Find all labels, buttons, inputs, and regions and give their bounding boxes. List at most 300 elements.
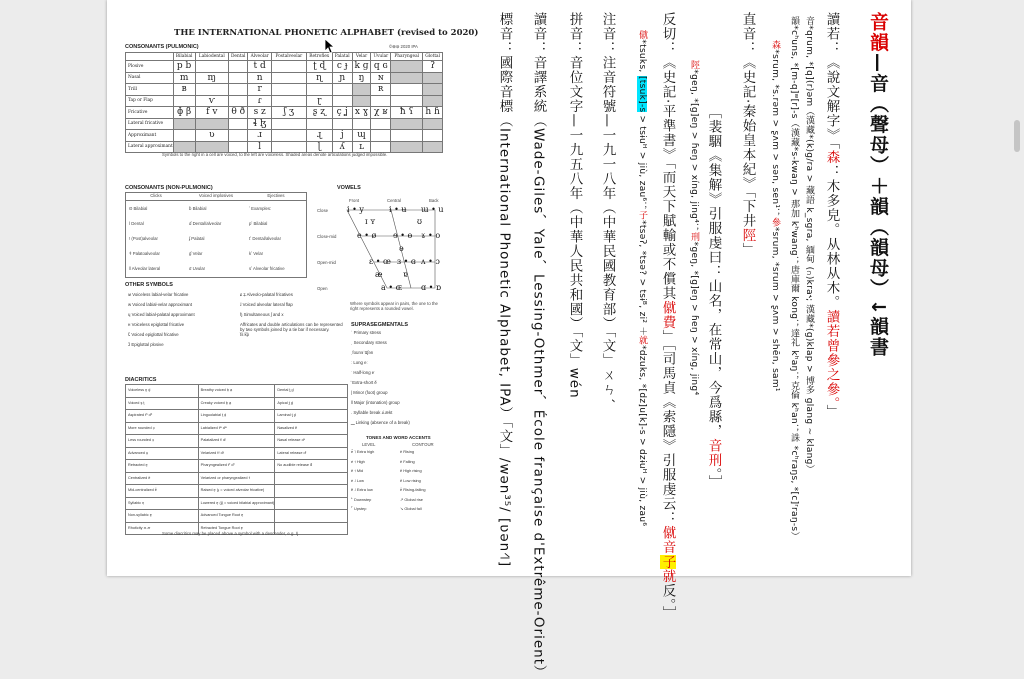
text-segment: 森	[770, 40, 780, 50]
diacritic-item: Breathy voiced b̤ a̤	[199, 385, 276, 398]
text-segment: 韻*cʰuns, *[m-q]ʷ[r]-s（漢藏*s-kwaŋ > 那加 kʰwang；唐庫爾 kong；達礼 kʰaŋ；克倫 kʰan；誅 *cʰraŋs, *[c]ʳraŋ-s）	[789, 16, 799, 541]
text-column	[740, 12, 754, 257]
other-symbol-item: ʍ Voiceless labial-velar fricative	[128, 292, 189, 297]
diacritic-item: Velarized tˠ dˠ	[199, 448, 276, 461]
text-segment: *srum, *srum > ʂʌm > shēn, sam¹	[770, 226, 780, 392]
consonant-cell: ɲ	[332, 72, 352, 84]
consonant-cell	[272, 118, 307, 130]
consonant-cell: ç ʝ	[332, 107, 352, 119]
non-pulmonic-row	[126, 246, 306, 261]
np-header: Ejectives	[246, 193, 306, 201]
text-segment: 反。］	[659, 583, 676, 621]
consonant-column-header: Alveolar	[248, 53, 272, 61]
vowel-symbol: ɯ • u	[421, 205, 444, 214]
consonant-cell: ɽ	[306, 95, 332, 107]
vowel-symbol: ʌ • ɔ	[421, 257, 440, 266]
diacritic-item: Creaky voiced b̰ a̰	[199, 398, 276, 411]
text-column	[789, 16, 798, 541]
consonant-cell: q ɢ	[371, 61, 391, 73]
diacritic-item: Voiced s̬ t̬	[126, 398, 199, 411]
diacritic-item: Retracted e̠	[126, 460, 199, 473]
consonant-column-header: Postalveolar	[272, 53, 307, 61]
consonant-cell	[391, 61, 423, 73]
diacritic-item: Voiceless n̥ d̥	[126, 385, 199, 398]
consonant-cell	[391, 141, 423, 153]
text-segment: *geŋ, *[g]eŋ > ɦeŋ > xíng, jing⁴	[689, 241, 699, 396]
diacritic-item: Lowered e̞ (β̞ = voiced bilabial approximant)	[199, 498, 276, 511]
vowel-back: Back	[429, 198, 439, 203]
text-segment: —音（聲母）＋韻（韻母）↓韻書	[867, 53, 889, 358]
consonant-cell	[229, 95, 248, 107]
text-segment: 子	[659, 554, 676, 570]
vowel-symbol: a • ɶ	[381, 283, 402, 292]
consonant-cell: ʙ	[173, 84, 195, 96]
text-segment: *dzuks, *[dz]u[k]-s > dzɨuᴴ > jiù, zau⁶	[637, 345, 647, 527]
consonant-cell	[272, 72, 307, 84]
text-segment: *tsuks,	[637, 39, 647, 76]
diacritic-item: Nasal release dⁿ	[275, 435, 348, 448]
text-segment: 森	[823, 150, 840, 165]
non-pulmonic-item: ʘ Bilabial	[129, 206, 148, 211]
consonant-cell: ʈ ɖ	[306, 61, 332, 73]
suprasegmental-item: ‿ Linking (absence of a break)	[351, 420, 410, 425]
consonant-cell: t d	[248, 61, 272, 73]
vowel-symbol: ɘ • ɵ	[393, 231, 413, 240]
text-segment: 讀若：《說文解字》「	[823, 12, 840, 151]
diacritics-heading: DIACRITICS	[125, 377, 157, 383]
vowels-heading: VOWELS	[337, 185, 361, 191]
consonant-column-header: Pharyngeal	[391, 53, 423, 61]
suprasegmentals-heading: SUPRASEGMENTALS	[351, 322, 409, 328]
tone-item: ȅ ˩ Extra low	[351, 487, 373, 492]
consonant-row	[126, 84, 443, 96]
consonant-cell: s z	[248, 107, 272, 119]
consonant-cell	[332, 118, 352, 130]
consonant-cell: c ɟ	[332, 61, 352, 73]
other-symbol-item: ʡ Epiglottal plosive	[128, 342, 164, 347]
consonant-cell: ŋ	[352, 72, 371, 84]
consonant-cell	[371, 118, 391, 130]
non-pulmonic-item: ǀ Dental	[129, 221, 144, 226]
other-symbol-item: ɺ Voiced alveolar lateral flap	[240, 302, 293, 307]
text-column	[706, 105, 720, 490]
text-segment: [tsuk]-s	[637, 75, 647, 113]
diacritic-item: Syllabic n̩	[126, 498, 199, 511]
consonant-cell: ʔ	[423, 61, 443, 73]
text-segment: 直音：《史記·秦始皇本紀》「下井	[739, 12, 756, 229]
consonant-column-header: Dental	[229, 53, 248, 61]
vowel-chart	[317, 192, 447, 297]
diacritic-item: Aspirated tʰ dʰ	[126, 410, 199, 423]
mouse-cursor-icon	[325, 39, 334, 53]
other-symbol-item: ʜ Voiceless epiglottal fricative	[128, 322, 185, 327]
consonant-cell	[391, 130, 423, 142]
vowel-note: Where symbols appear in pairs, the one to the right represents a rounded vowel.	[350, 301, 438, 311]
vowel-symbol: ə	[399, 244, 404, 253]
vowel-symbol: ɜ • ɞ	[397, 257, 416, 266]
vowel-symbol: e • ø	[357, 231, 377, 240]
consonant-cell: j	[332, 130, 352, 142]
tone-item: e᷅ Low rising	[400, 477, 421, 483]
consonant-cell	[391, 84, 423, 96]
diacritic-item: Dental t̪ d̪	[275, 385, 348, 398]
vowel-symbol: ɑ • ɒ	[421, 283, 442, 292]
consonant-row	[126, 141, 443, 153]
suprasegmental-item: ˈ Primary stress	[351, 330, 382, 335]
consonant-cell	[391, 118, 423, 130]
diacritic-item: Retracted Tongue Root e̙	[199, 523, 276, 536]
consonant-row-label: Tap or Flap	[126, 95, 174, 107]
document-page	[107, 0, 911, 679]
vowel-symbol: ɛ • œ	[369, 257, 391, 266]
tone-item: ě Rising	[400, 449, 415, 454]
consonant-cell: ɱ	[195, 72, 229, 84]
consonant-column-header: Glottal	[423, 53, 443, 61]
diacritic-item	[275, 510, 348, 523]
consonant-cell	[352, 84, 371, 96]
consonant-cell	[229, 141, 248, 153]
non-pulmonic-item: ǃ (Post)alveolar	[129, 236, 158, 241]
diacritic-item: Lateral release dˡ	[275, 448, 348, 461]
diacritic-item: Less rounded ɔ̜	[126, 435, 199, 448]
consonant-cell	[173, 130, 195, 142]
consonant-cell: ʃ ʒ	[272, 107, 307, 119]
scrollbar[interactable]	[1014, 120, 1020, 152]
diacritic-item: More rounded ɔ̹	[126, 423, 199, 436]
vowel-symbol: ɐ	[403, 270, 408, 279]
non-pulmonic-item: kʼ Velar	[249, 251, 264, 256]
consonant-cell	[423, 141, 443, 153]
consonant-column-header: Velar	[352, 53, 371, 61]
text-segment: 讀若曾參之參。	[823, 309, 840, 405]
consonant-cell: h ɦ	[423, 107, 443, 119]
consonant-cell: ʋ	[195, 130, 229, 142]
consonant-cell: ʂ ʐ	[306, 107, 332, 119]
other-symbols-list	[125, 292, 345, 372]
consonant-cell: ɴ	[371, 72, 391, 84]
np-header: Clicks	[126, 193, 186, 201]
other-symbol-item: ɥ Voiced labial-palatal approximant	[128, 312, 195, 317]
consonant-cell	[391, 95, 423, 107]
tone-item: ꜛ Upstep	[351, 506, 367, 511]
consonant-cell	[332, 95, 352, 107]
diacritic-item: Mid-centralized e̽	[126, 485, 199, 498]
other-symbols-heading: OTHER SYMBOLS	[125, 282, 173, 288]
other-symbol-item: Affricates and double articulations can be represented by two symbols joined by a tie bar if necessary.	[240, 322, 343, 332]
text-column	[600, 12, 614, 405]
consonant-column-header: Uvular	[371, 53, 391, 61]
text-segment: 刑	[689, 232, 699, 242]
consonant-cell: ɰ	[352, 130, 371, 142]
text-segment: 音刑	[705, 438, 722, 468]
vowel-symbol: ɪ ʏ	[365, 217, 376, 226]
diacritics-note: Some diacritics may be placed above a symbol with a descender, e.g. ŋ̊	[162, 531, 299, 536]
text-segment: 」	[739, 242, 756, 258]
vowel-height: Open-mid	[317, 260, 336, 265]
consonant-row-label: Trill	[126, 84, 174, 96]
non-pulmonic-row	[126, 231, 306, 246]
consonant-cell	[229, 72, 248, 84]
consonant-cell	[371, 95, 391, 107]
consonant-cell	[173, 95, 195, 107]
non-pulmonic-row	[126, 216, 306, 231]
consonant-row	[126, 72, 443, 84]
diacritic-item	[275, 473, 348, 486]
tone-item: é ˦ High	[351, 458, 365, 464]
consonant-cell: ɳ	[306, 72, 332, 84]
non-pulmonic-box	[125, 192, 307, 278]
tones-contour-label: CONTOUR	[412, 442, 434, 447]
consonant-cell	[229, 84, 248, 96]
non-pulmonic-item: tʼ Dental/alveolar	[249, 236, 282, 241]
text-segment: 僦	[637, 30, 647, 40]
tones-level-label: LEVEL	[362, 442, 376, 447]
non-pulmonic-heading: CONSONANTS (NON-PULMONIC)	[125, 185, 213, 191]
consonant-row	[126, 107, 443, 119]
text-segment: 標音：國際音標（International Phonetic Alphabet, IPA）「文」/wən³⁵/ [ʋən˧˥]	[496, 12, 513, 568]
consonant-cell: θ ð	[229, 107, 248, 119]
text-column	[804, 16, 813, 474]
diacritic-item: Advanced Tongue Root e̘	[199, 510, 276, 523]
text-segment: 僦音	[659, 525, 676, 555]
consonant-cell: ɹ	[248, 130, 272, 142]
consonant-row-label: Plosive	[126, 61, 174, 73]
consonant-cell	[272, 130, 307, 142]
diacritic-item: No audible release d̚	[275, 460, 348, 473]
consonant-cell: ħ ʕ	[391, 107, 423, 119]
consonant-cell: k ɡ	[352, 61, 371, 73]
diacritic-item: Labialized tʷ dʷ	[199, 423, 276, 436]
consonant-cell	[195, 84, 229, 96]
text-segment: *tsəʔ, *tsə? > tsɨᴮ, zi² ＋	[637, 220, 647, 336]
consonant-cell	[371, 141, 391, 153]
consonant-row-label: Approximant	[126, 130, 174, 142]
text-segment: 音*qrum, *[q](r)əm（漢藏*(k)g/ra > 藏語 k_sgra, 緬甸 (ဂ)kra˞; 漢藏*(g)klap > 博多 glang ~ klang）	[804, 16, 814, 474]
diacritic-item	[275, 485, 348, 498]
consonants-note: Symbols to the right in a cell are voiced, to the left are voiceless. Shaded areas denote articulations judged impossible.	[162, 152, 388, 157]
diacritic-item: Centralized ë	[126, 473, 199, 486]
consonants-pulmonic-table	[125, 52, 443, 153]
tone-item: ꜜ Downstep	[351, 496, 372, 502]
consonant-cell: x ɣ	[352, 107, 371, 119]
text-segment: 。］	[705, 467, 722, 490]
consonant-cell: n	[248, 72, 272, 84]
diacritic-item: Nasalized ẽ	[275, 423, 348, 436]
ipa-copyright: ©⊕⊚ 2020 IPA	[389, 44, 418, 49]
suprasegmental-item: ˑ Half-long eˑ	[351, 370, 376, 375]
text-segment: > tsɨuᴴ > jiù, zau⁶；	[637, 112, 647, 211]
diacritic-item: Velarized or pharyngealized ɫ	[199, 473, 276, 486]
other-symbol-item: ɕ ʑ Alveolo-palatal fricatives	[240, 292, 293, 297]
consonant-cell: ɾ	[248, 95, 272, 107]
text-column	[567, 12, 581, 399]
consonant-cell	[272, 61, 307, 73]
vowel-height: Close	[317, 208, 328, 213]
text-segment: ［裴駰《集解》引服虔曰：山名，在常山，今爲縣，	[705, 105, 722, 439]
consonant-cell	[229, 61, 248, 73]
consonant-cell	[173, 118, 195, 130]
non-pulmonic-item: ʛ Uvular	[189, 266, 206, 271]
text-segment: 僦費	[659, 300, 676, 330]
consonant-cell	[352, 118, 371, 130]
consonant-cell	[195, 61, 229, 73]
consonant-row-label: Lateral approximant	[126, 141, 174, 153]
consonant-row-label: Lateral fricative	[126, 118, 174, 130]
diacritic-item: Palatalized tʲ dʲ	[199, 435, 276, 448]
diacritic-item: Pharyngealized tˤ dˤ	[199, 460, 276, 473]
vowel-height: Open	[317, 286, 328, 291]
text-segment: 讀音：音譯系統（Wade-Giles、Yale、Lessing-Othmer、École française d'Extrême-Orient）	[530, 12, 547, 679]
suprasegmental-item: | Minor (foot) group	[351, 390, 388, 395]
diacritic-item: Rhoticity ɚ a˞	[126, 523, 199, 536]
consonant-row	[126, 95, 443, 107]
text-column	[868, 12, 887, 357]
non-pulmonic-item: ɠ Velar	[189, 251, 203, 256]
suprasegmental-item: ˌfoʊnəˈtɪʃən	[351, 350, 374, 355]
diacritic-item: Advanced u̟	[126, 448, 199, 461]
text-segment: 音韻	[867, 12, 889, 53]
suprasegmental-item: ˌ Secondary stress	[351, 340, 387, 345]
other-symbol-item: t͡s k͡p	[240, 332, 250, 337]
consonant-cell	[306, 84, 332, 96]
consonant-cell: ⱱ	[195, 95, 229, 107]
consonant-cell: ɬ ɮ	[248, 118, 272, 130]
consonant-cell	[391, 72, 423, 84]
non-pulmonic-item: ǁ Alveolar lateral	[129, 266, 161, 271]
text-segment: 注音：注音符號—一九一八年（中華民國教育部）「文」ㄨㄣˊ	[599, 12, 616, 405]
consonant-cell: χ ʁ	[371, 107, 391, 119]
text-column	[824, 12, 838, 419]
ipa-title: THE INTERNATIONAL PHONETIC ALPHABET (revised to 2020)	[174, 28, 479, 38]
non-pulmonic-item: ʼ Examples:	[249, 206, 272, 211]
consonant-cell: p b	[173, 61, 195, 73]
consonant-row	[126, 118, 443, 130]
consonant-cell	[272, 141, 307, 153]
consonant-cell	[229, 118, 248, 130]
suprasegmental-item: ̆ Extra-short ĕ	[351, 380, 377, 385]
tone-item: ↘ Global fall	[400, 506, 422, 511]
other-symbol-item: w Voiced labial-velar approximant	[128, 302, 193, 307]
consonant-cell: m	[173, 72, 195, 84]
consonant-cell	[423, 95, 443, 107]
text-column	[689, 60, 698, 395]
consonant-row	[126, 61, 443, 73]
text-segment: ：木多皃。从林从木。	[823, 164, 840, 310]
diacritic-item: Laminal t̻ d̻	[275, 410, 348, 423]
consonant-cell	[423, 72, 443, 84]
consonant-column-header: Labiodental	[195, 53, 229, 61]
consonant-column-header: Bilabial	[173, 53, 195, 61]
non-pulmonic-row	[126, 261, 306, 276]
ipa-chart	[122, 20, 479, 572]
text-segment: 」［司馬貞《索隱》引服虔云：	[659, 329, 676, 526]
consonant-cell	[173, 141, 195, 153]
diacritic-item: Non-syllabic e̯	[126, 510, 199, 523]
text-segment: 就	[659, 569, 676, 584]
text-segment: 」	[823, 404, 840, 419]
non-pulmonic-item: ɓ Bilabial	[189, 206, 207, 211]
tone-item: ê Falling	[400, 458, 415, 464]
tone-item: e᷈ Rising-falling	[400, 487, 426, 492]
consonant-cell: ɻ	[306, 130, 332, 142]
text-segment: 拼音：音位文字—一九五八年（中華人民共和國）「文」wén	[566, 12, 583, 399]
consonant-row-label: Fricative	[126, 107, 174, 119]
tone-item: è ˨ Low	[351, 477, 364, 483]
text-column	[660, 12, 674, 621]
consonant-column-header: Palatal	[332, 53, 352, 61]
consonant-cell: l	[248, 141, 272, 153]
text-segment: 就	[637, 335, 647, 346]
consonant-cell	[332, 84, 352, 96]
non-pulmonic-row	[126, 201, 306, 216]
suprasegmental-item: ː Long eː	[351, 360, 368, 365]
tone-item: e᷄ High rising	[400, 468, 422, 473]
consonant-cell	[352, 95, 371, 107]
consonant-cell: ʟ	[352, 141, 371, 153]
consonant-cell	[423, 84, 443, 96]
tones-heading: TONES AND WORD ACCENTS	[366, 435, 431, 440]
text-segment: 反切：《史記·平準書》「而天下賦輸或不償其	[659, 12, 676, 301]
diacritic-item	[275, 498, 348, 511]
text-segment: 參	[770, 217, 780, 227]
non-pulmonic-item: pʼ Bilabial	[249, 221, 268, 226]
np-header: Voiced implosives	[186, 193, 246, 201]
diacritic-item: Linguolabial t̼ d̼	[199, 410, 276, 423]
non-pulmonic-item: ɗ Dental/alveolar	[189, 221, 222, 226]
consonant-cell: f v	[195, 107, 229, 119]
text-segment: 陘	[739, 228, 756, 243]
other-symbol-item: ɧ Simultaneous ʃ and x	[240, 312, 284, 317]
consonant-cell: r	[248, 84, 272, 96]
other-symbol-item: ʢ Voiced epiglottal fricative	[128, 332, 179, 337]
text-segment: *srum, *s.rəm > ʂʌm > sən, sen¹；	[770, 49, 780, 218]
suprasegmentals-list	[351, 330, 446, 435]
text-column	[770, 40, 779, 392]
consonant-cell	[195, 141, 229, 153]
consonant-cell	[306, 118, 332, 130]
consonant-cell	[272, 84, 307, 96]
consonant-column-header: Retroflex	[306, 53, 332, 61]
non-pulmonic-item: sʼ Alveolar fricative	[249, 266, 285, 271]
consonant-cell	[195, 118, 229, 130]
vowel-symbol: ɤ • o	[421, 231, 441, 240]
text-column	[531, 12, 545, 679]
consonant-cell: ɸ β	[173, 107, 195, 119]
consonant-cell	[423, 118, 443, 130]
consonant-cell	[371, 130, 391, 142]
consonant-row	[126, 130, 443, 142]
consonant-cell	[229, 130, 248, 142]
consonant-cell: ɭ	[306, 141, 332, 153]
table-corner	[126, 53, 174, 61]
consonant-cell	[272, 95, 307, 107]
tone-item: ē ˧ Mid	[351, 468, 364, 473]
consonants-pulmonic-heading: CONSONANTS (PULMONIC)	[125, 44, 199, 50]
text-column	[497, 12, 511, 567]
consonant-row-label: Nasal	[126, 72, 174, 84]
suprasegmental-item: ‖ Major (intonation) group	[351, 400, 400, 405]
diacritic-item: Apical t̺ d̺	[275, 398, 348, 411]
suprasegmental-item: . Syllable break ɹi.ækt	[351, 410, 393, 415]
diacritics-table	[125, 384, 348, 535]
vowel-central: Central	[387, 198, 401, 203]
non-pulmonic-item: ǂ Palatoalveolar	[129, 251, 160, 256]
consonant-cell: ʀ	[371, 84, 391, 96]
vowel-symbol: i • y	[347, 205, 364, 214]
vowel-symbol: ʊ	[417, 217, 422, 226]
vowel-symbol: ɨ • ʉ	[389, 205, 407, 214]
tone-item: ↗ Global rise	[400, 496, 423, 502]
